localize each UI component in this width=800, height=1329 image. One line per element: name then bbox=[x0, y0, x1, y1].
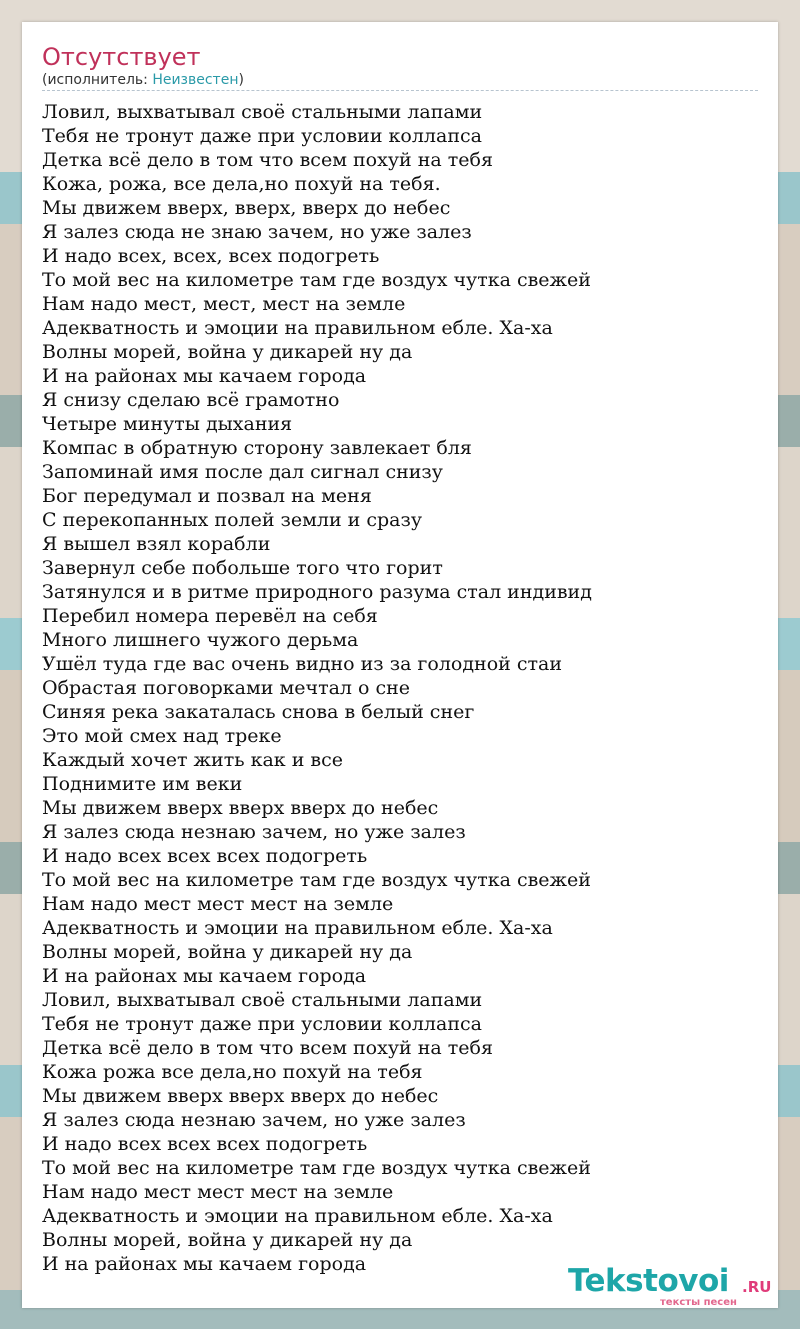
lyric-line: Волны морей, война у дикарей ну да bbox=[42, 341, 413, 363]
lyric-line: Затянулся и в ритме природного разума стал индивид bbox=[42, 581, 592, 603]
lyric-line: Каждый хочет жить как и все bbox=[42, 749, 343, 771]
lyric-line: Я залез сюда незнаю зачем, но уже залез bbox=[42, 821, 466, 843]
artist-line bbox=[42, 71, 244, 89]
lyric-line: Нам надо мест мест мест на земле bbox=[42, 1181, 394, 1203]
lyric-line: Детка всё дело в том что всем похуй на тебя bbox=[42, 1037, 493, 1059]
lyric-line: И на районах мы качаем города bbox=[42, 365, 367, 387]
artist-prefix: (исполнитель: bbox=[42, 72, 153, 88]
lyric-line: Ловил, выхватывал своё стальными лапами bbox=[42, 989, 483, 1011]
lyric-line: Я вышел взял корабли bbox=[42, 533, 271, 555]
artist-suffix: ) bbox=[238, 72, 244, 88]
lyric-line: Четыре минуты дыхания bbox=[42, 413, 293, 435]
lyric-line: Адекватность и эмоции на правильном ебле. Ха-ха bbox=[42, 917, 553, 939]
lyric-line: И на районах мы качаем города bbox=[42, 1253, 367, 1275]
lyric-line: Мы движем вверх вверх вверх до небес bbox=[42, 797, 439, 819]
lyric-line: То мой вес на километре там где воздух чутка свежей bbox=[42, 869, 591, 891]
lyric-line: Завернул себе побольше того что горит bbox=[42, 557, 443, 579]
lyric-line: Кожа рожа все дела,но похуй на тебя bbox=[42, 1061, 423, 1083]
lyric-line: Это мой смех над треке bbox=[42, 725, 282, 747]
artist-link[interactable]: Неизвестен bbox=[152, 72, 239, 88]
logo-wordmark: Tekstovoi bbox=[568, 1263, 729, 1299]
lyric-line: Ушёл туда где вас очень видно из за голодной стаи bbox=[42, 653, 562, 675]
lyric-line: Обрастая поговорками мечтал о сне bbox=[42, 677, 411, 699]
lyric-line: Тебя не тронут даже при условии коллапса bbox=[42, 125, 482, 147]
lyric-line: С перекопанных полей земли и сразу bbox=[42, 509, 423, 531]
lyric-line: Я залез сюда не знаю зачем, но уже залез bbox=[42, 221, 472, 243]
lyrics-card bbox=[22, 22, 778, 1308]
lyric-line: Нам надо мест, мест, мест на земле bbox=[42, 293, 406, 315]
title-divider bbox=[42, 90, 758, 91]
lyric-line: И надо всех всех всех подогреть bbox=[42, 845, 368, 867]
lyric-line: Перебил номера перевёл на себя bbox=[42, 605, 378, 627]
lyric-line: То мой вес на километре там где воздух чутка свежей bbox=[42, 269, 591, 291]
lyric-line: Кожа, рожа, все дела,но похуй на тебя. bbox=[42, 173, 441, 195]
lyric-line: И на районах мы качаем города bbox=[42, 965, 367, 987]
lyric-line: Мы движем вверх вверх вверх до небес bbox=[42, 1085, 439, 1107]
lyric-line: Поднимите им веки bbox=[42, 773, 243, 795]
lyric-line: Волны морей, война у дикарей ну да bbox=[42, 941, 413, 963]
lyric-line: Детка всё дело в том что всем похуй на тебя bbox=[42, 149, 493, 171]
lyric-line: Я снизу сделаю всё грамотно bbox=[42, 389, 340, 411]
lyric-line: Тебя не тронут даже при условии коллапса bbox=[42, 1013, 482, 1035]
lyric-line: И надо всех всех всех подогреть bbox=[42, 1133, 368, 1155]
lyric-line: И надо всех, всех, всех подогреть bbox=[42, 245, 380, 267]
logo-tagline: тексты песен bbox=[660, 1297, 737, 1308]
lyric-line: Компас в обратную сторону завлекает бля bbox=[42, 437, 472, 459]
lyric-line: Я залез сюда незнаю зачем, но уже залез bbox=[42, 1109, 466, 1131]
lyric-line: То мой вес на километре там где воздух чутка свежей bbox=[42, 1157, 591, 1179]
lyric-line: Синяя река закаталась снова в белый снег bbox=[42, 701, 475, 723]
site-logo[interactable] bbox=[568, 1264, 778, 1310]
logo-domain: .RU bbox=[742, 1278, 772, 1296]
lyric-line: Запоминай имя после дал сигнал снизу bbox=[42, 461, 443, 483]
lyric-line: Мы движем вверх, вверх, вверх до небес bbox=[42, 197, 451, 219]
lyric-line: Волны морей, война у дикарей ну да bbox=[42, 1229, 413, 1251]
lyric-line: Много лишнего чужого дерьма bbox=[42, 629, 359, 651]
lyrics-text bbox=[42, 100, 758, 1276]
lyric-line: Ловил, выхватывал своё стальными лапами bbox=[42, 101, 483, 123]
lyric-line: Нам надо мест мест мест на земле bbox=[42, 893, 394, 915]
song-title: Отсутствует bbox=[42, 43, 201, 71]
lyric-line: Адекватность и эмоции на правильном ебле. Ха-ха bbox=[42, 1205, 553, 1227]
lyric-line: Адекватность и эмоции на правильном ебле. Ха-ха bbox=[42, 317, 553, 339]
lyric-line: Бог передумал и позвал на меня bbox=[42, 485, 372, 507]
